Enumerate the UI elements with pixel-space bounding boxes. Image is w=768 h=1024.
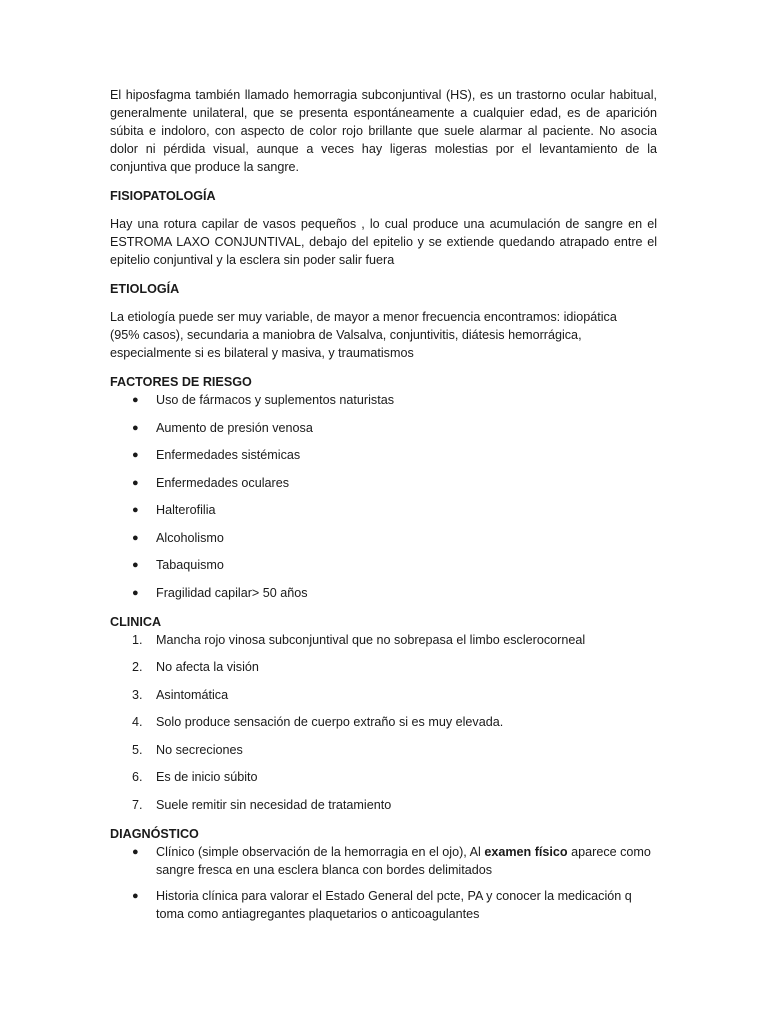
list-item: ● Tabaquismo [132,558,224,572]
heading-etiologia: ETIOLOGÍA [110,282,180,296]
list-item: 2. No afecta la visión [132,660,259,674]
list-item: ● Fragilidad capilar> 50 años [132,585,308,600]
list-number: 4. [132,715,143,729]
list-item: ● Enfermedades oculares [132,475,290,490]
list-item: ● Halterofilia [132,503,216,517]
list-item: 1. Mancha rojo vinosa subconjuntival que no sobrepasa el limbo esclerocorneal [132,632,586,647]
etiologia-paragraph [110,308,657,362]
list-item: 5. No secreciones [132,742,243,757]
list-number: 7. [132,797,143,812]
list-item: ● Uso de fármacos y suplementos naturistas [132,393,394,407]
heading-clinica: CLINICA [110,614,162,629]
bullet-icon: ● [132,504,139,516]
list-item: ● Historia clínica para valorar el Estado General del pcte, PA y conocer la medicación q toma como antiagregantes plaquetarios o anticoagulantes [132,888,632,921]
fisiopatologia-paragraph: Hay una rotura capilar de vasos pequeños , lo cual produce una acumulación de sangre en el ESTROMA LAXO CONJUNTIVAL, debajo del epitelio y se extiende quedando atrapado entre el epitelio conjuntival y la esclera sin poder salir fuera [110,217,657,267]
factores-list [110,391,657,602]
list-item: 4. Solo produce sensación de cuerpo extraño si es muy elevada. [132,715,504,729]
list-item: 6. Es de inicio súbito [132,770,258,784]
list-number: 2. [132,660,143,674]
list-number: 1. [132,632,143,647]
heading-factores-riesgo: FACTORES DE RIESGO [110,375,252,389]
bullet-icon: ● [132,394,139,406]
bullet-icon: ● [132,449,139,461]
heading-diagnostico: DIAGNÓSTICO [110,826,199,841]
list-item: 3. Asintomática [132,687,229,702]
etiologia-line: La etiología puede ser muy variable, de mayor a menor frecuencia encontramos: idiopática [110,310,617,324]
list-item: ● Enfermedades sistémicas [132,448,301,462]
etiologia-line: (95% casos), secundaria a maniobra de Valsalva, conjuntivitis, diátesis hemorrágica, [110,328,582,342]
bold-text: examen físico [484,844,568,859]
clinica-list [110,631,657,814]
list-number: 3. [132,687,143,702]
etiologia-line: especialmente si es bilateral y masiva, y traumatismos [110,346,414,360]
bullet-icon: ● [132,586,139,599]
list-number: 5. [132,742,143,757]
list-item: ● Clínico (simple observación de la hemorragia en el ojo), Al examen físico aparece como sangre fresca en una esclera blanca con bordes delimitados [132,844,651,877]
document-body [110,86,657,923]
bullet-icon: ● [132,421,139,434]
bullet-icon: ● [132,476,139,489]
list-item: 7. Suele remitir sin necesidad de tratamiento [132,797,392,812]
heading-fisiopatologia: FISIOPATOLOGÍA [110,189,216,203]
list-item: ● Alcoholismo [132,530,224,545]
list-number: 6. [132,770,143,784]
diagnostico-list [110,843,657,923]
list-item: ● Aumento de presión venosa [132,420,313,435]
bullet-icon: ● [132,889,139,902]
bullet-icon: ● [132,845,139,858]
bullet-icon: ● [132,531,139,544]
bullet-icon: ● [132,559,139,571]
intro-paragraph: El hiposfagma también llamado hemorragia subconjuntival (HS), es un trastorno ocular habitual, generalmente unilateral, que se presenta espontáneamente a cualquier edad, es de aparición súbita e indoloro, con aspecto de color rojo brillante que suele alarmar al paciente. No asocia dolor ni pérdida visual, aunque a veces hay ligeras molestias por el levantamiento de la conjuntiva que produce la sangre. [110,88,657,174]
